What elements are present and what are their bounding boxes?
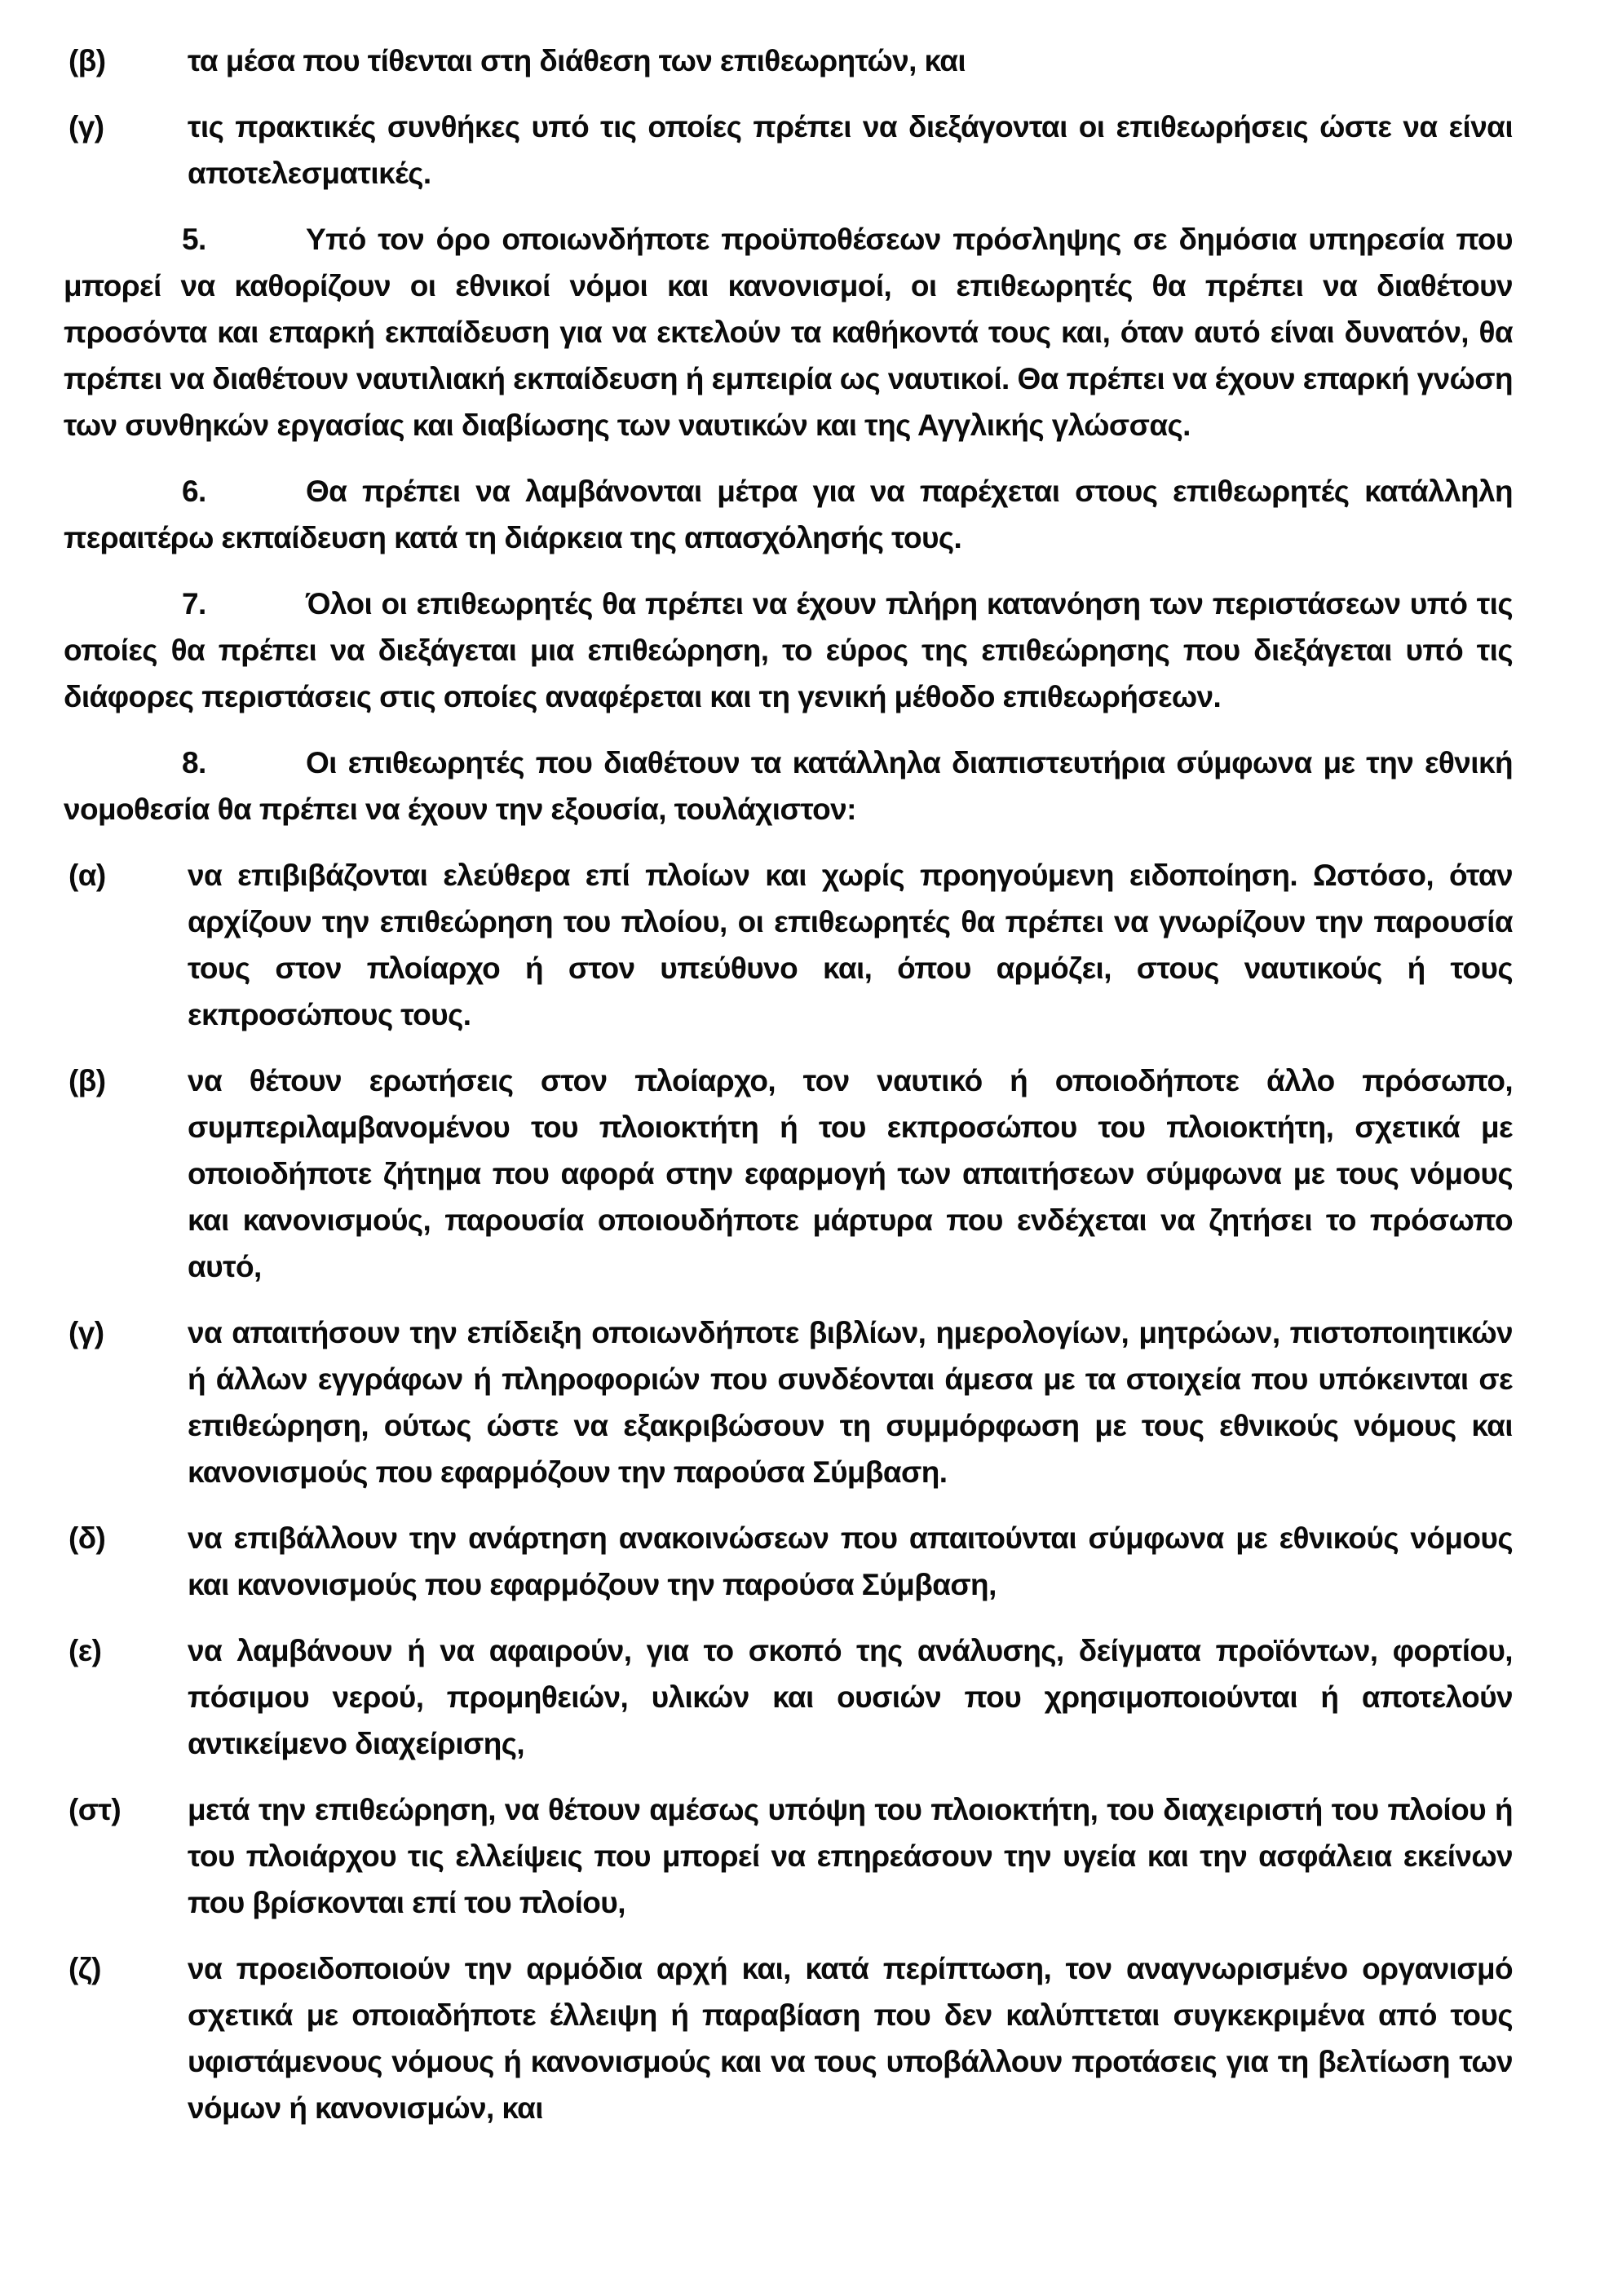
list-item [64, 1515, 1513, 1608]
paragraph-text: Οι επιθεωρητές που διαθέτουν τα κατάλληλα διαπιστευτήρια σύμφωνα με την εθνική νομοθεσία θα πρέπει να έχουν την εξουσία, τουλάχιστον: [64, 746, 1513, 826]
item-label: (γ) [69, 110, 104, 144]
paragraph [64, 216, 1513, 448]
item-text: να θέτουν ερωτήσεις στον πλοίαρχο, τον ναυτικό ή οποιοδήποτε άλλο πρόσωπο, συμπεριλαμβανομένου του πλοιοκτήτη ή του εκπροσώπου του πλοιοκτήτη, σχετικά με οποιοδήποτε ζήτημα που αφορά στην εφαρμογή των απαιτήσεων σύμφωνα με τους νόμους και κανονισμούς, παρουσία οποιουδήποτε μάρτυρα που ενδέχεται να ζητήσει το πρόσωπο αυτό, [188, 1064, 1513, 1283]
list-item [64, 1786, 1513, 1926]
paragraph-text: Θα πρέπει να λαμβάνονται μέτρα για να παρέχεται στους επιθεωρητές κατάλληλη περαιτέρω εκπαίδευση κατά τη διάρκεια της απασχόλησής τους. [64, 475, 1513, 554]
item-text: να λαμβάνουν ή να αφαιρούν, για το σκοπό της ανάλυσης, δείγματα προϊόντων, φορτίου, πόσιμου νερού, προμηθειών, υλικών και ουσιών που χρησιμοποιούνται ή αποτελούν αντικείμενο διαχείρισης, [188, 1634, 1513, 1760]
paragraph [64, 468, 1513, 561]
item-text: να απαιτήσουν την επίδειξη οποιωνδήποτε βιβλίων, ημερολογίων, μητρώων, πιστοποιητικών ή άλλων εγγράφων ή πληροφοριών που συνδέονται άμεσα με τα στοιχεία που υπόκεινται σε επιθεώρηση, ούτως ώστε να εξακριβώσουν τη συμμόρφωση με τους εθνικούς νόμους και κανονισμούς που εφαρμόζουν την παρούσα Σύμβαση. [188, 1316, 1513, 1489]
item-label: (στ) [69, 1793, 122, 1826]
paragraph-number: 5. [182, 223, 206, 256]
list-item [64, 1057, 1513, 1290]
list-item [64, 104, 1513, 196]
item-text: τις πρακτικές συνθήκες υπό τις οποίες πρέπει να διεξάγονται οι επιθεωρήσεις ώστε να είναι αποτελεσματικές. [188, 110, 1513, 190]
paragraph-text: Όλοι οι επιθεωρητές θα πρέπει να έχουν πλήρη κατανόηση των περιστάσεων υπό τις οποίες θα πρέπει να διεξάγεται μια επιθεώρηση, το εύρος της επιθεώρησης που διεξάγεται υπό τις διάφορες περιστάσεις στις οποίες αναφέρεται και τη γενική μέθοδο επιθεωρήσεων. [64, 587, 1513, 713]
paragraph-text: Υπό τον όρο οποιωνδήποτε προϋποθέσεων πρόσληψης σε δημόσια υπηρεσία που μπορεί να καθορίζουν οι εθνικοί νόμοι και κανονισμοί, οι επιθεωρητές θα πρέπει να διαθέτουν προσόντα και επαρκή εκπαίδευση για να εκτελούν τα καθήκοντά τους και, όταν αυτό είναι δυνατόν, θα πρέπει να διαθέτουν ναυτιλιακή εκπαίδευση ή εμπειρία ως ναυτικοί. Θα πρέπει να έχουν επαρκή γνώση των συνθηκών εργασίας και διαβίωσης των ναυτικών και της Αγγλικής γλώσσας. [64, 223, 1513, 442]
item-text: να επιβάλλουν την ανάρτηση ανακοινώσεων που απαιτούνται σύμφωνα με εθνικούς νόμους και κανονισμούς που εφαρμόζουν την παρούσα Σύμβαση, [188, 1521, 1513, 1601]
item-text: μετά την επιθεώρηση, να θέτουν αμέσως υπόψη του πλοιοκτήτη, του διαχειριστή του πλοίου ή του πλοιάρχου τις ελλείψεις που μπορεί να επηρεάσουν την υγεία και την ασφάλεια εκείνων που βρίσκονται επί του πλοίου, [188, 1793, 1513, 1919]
item-text: να επιβιβάζονται ελεύθερα επί πλοίων και χωρίς προηγούμενη ειδοποίηση. Ωστόσο, όταν αρχίζουν την επιθεώρηση του πλοίου, οι επιθεωρητές θα πρέπει να γνωρίζουν την παρουσία τους στον πλοίαρχο ή στον υπεύθυνο και, όπου αρμόζει, στους ναυτικούς ή τους εκπροσώπους τους. [188, 859, 1513, 1031]
item-label: (ζ) [69, 1952, 101, 1985]
item-text: τα μέσα που τίθενται στη διάθεση των επιθεωρητών, και [188, 44, 966, 77]
paragraph [64, 581, 1513, 720]
item-label: (β) [69, 44, 106, 77]
paragraph-number: 8. [182, 746, 206, 779]
item-label: (α) [69, 859, 106, 892]
paragraph-number: 7. [182, 587, 206, 620]
list-item [64, 1627, 1513, 1767]
item-label: (δ) [69, 1521, 106, 1555]
item-label: (γ) [69, 1316, 104, 1349]
item-text: να προειδοποιούν την αρμόδια αρχή και, κατά περίπτωση, τον αναγνωρισμένο οργανισμό σχετικά με οποιαδήποτε έλλειψη ή παραβίαση που δεν καλύπτεται συγκεκριμένα από τους υφιστάμενους νόμους ή κανονισμούς και να τους υποβάλλουν προτάσεις για τη βελτίωση των νόμων ή κανονισμών, και [188, 1952, 1513, 2125]
list-item [64, 852, 1513, 1038]
document-page [64, 0, 1513, 2131]
item-label: (β) [69, 1064, 106, 1097]
list-item [64, 1945, 1513, 2131]
paragraph-number: 6. [182, 475, 206, 508]
list-item [64, 38, 1513, 84]
list-item [64, 1309, 1513, 1495]
item-label: (ε) [69, 1634, 102, 1667]
paragraph [64, 740, 1513, 832]
